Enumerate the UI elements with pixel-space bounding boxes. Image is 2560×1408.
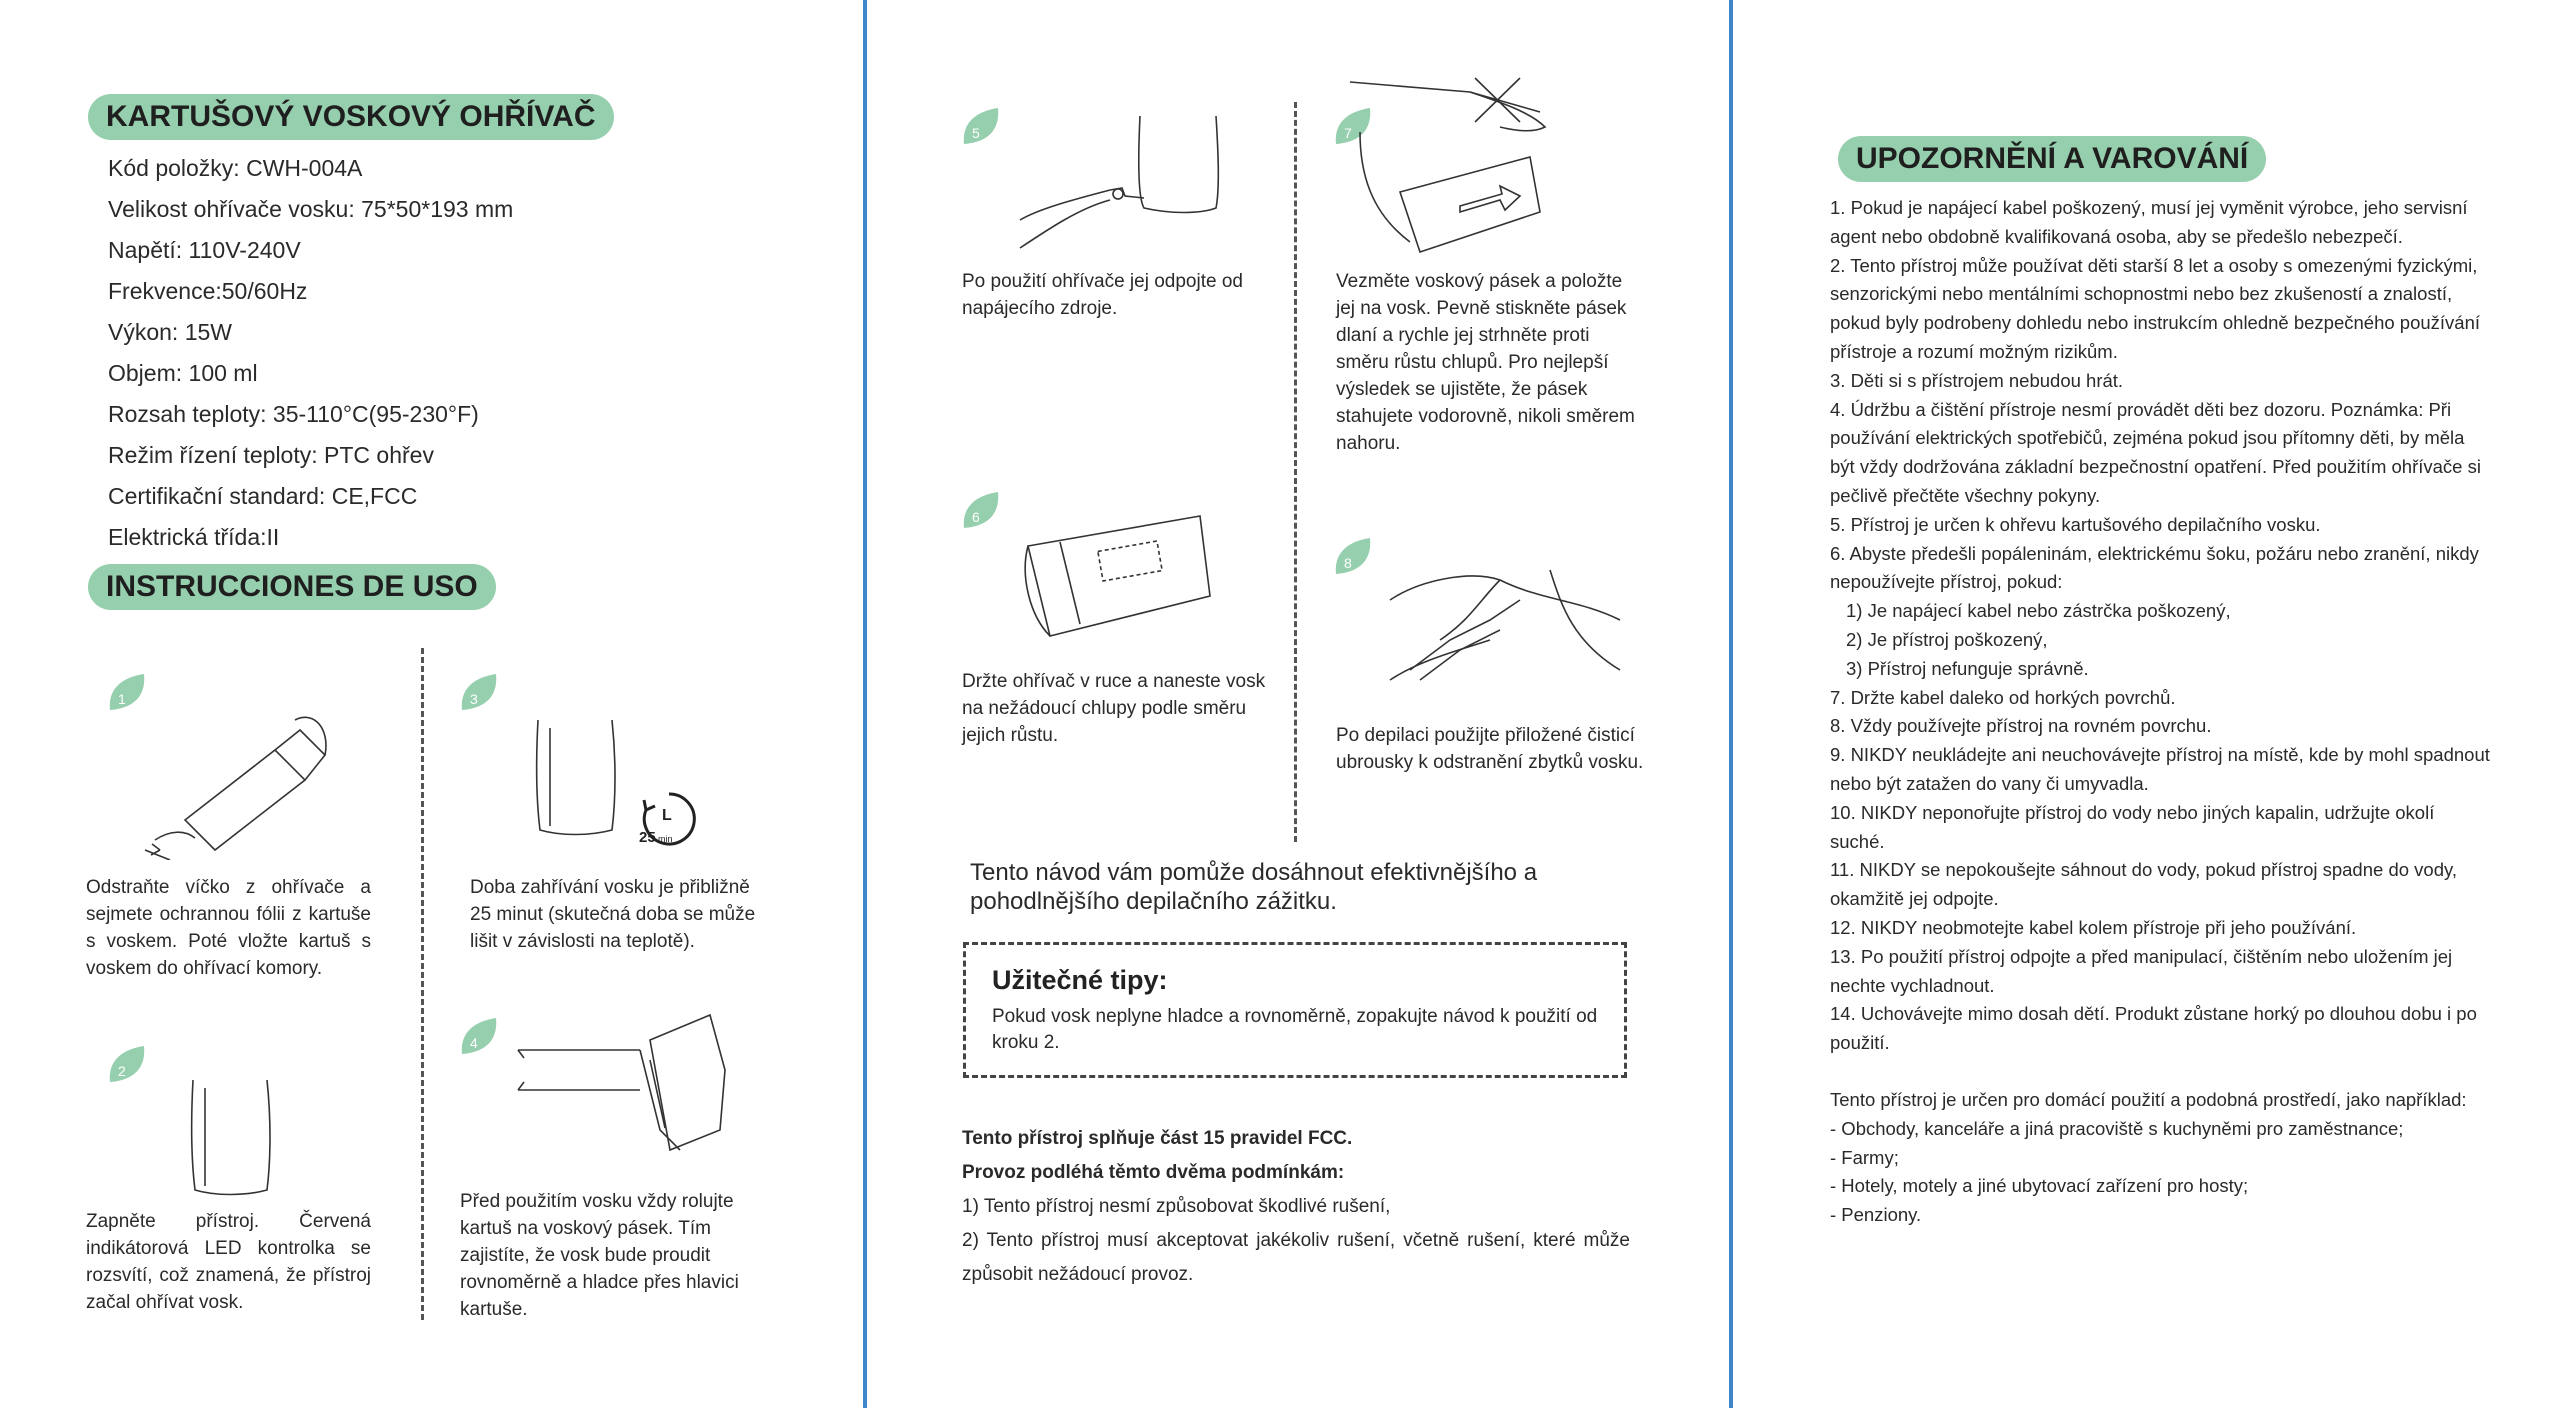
spec-item: Režim řízení teploty: PTC ohřev <box>108 442 434 468</box>
step7-text: Vezměte voskový pásek a položte jej na vosk. Pevně stiskněte pásek dlaní a rychle jej strhněte proti směru růstu chlupů. Pro nejlepší výsledek se ujistěte, že pásek stahujete vodorovně, nikoli směrem nahoru. <box>1336 271 1635 454</box>
warning-item: 11. NIKDY se nepokoušejte sáhnout do vody, pokud přístroj spadne do vody, okamžitě jej odpojte. <box>1830 859 2458 910</box>
step-number: 1 <box>118 691 126 707</box>
warning-item: 13. Po použití přístroj odpojte a před manipulací, čištěním nebo uložením jej nechte vychladnout. <box>1830 945 2453 996</box>
step-number: 3 <box>470 691 478 707</box>
warnings-list <box>1830 194 2490 1058</box>
leaf-icon <box>958 488 1004 534</box>
step7-illustration <box>1340 72 1565 262</box>
tips-box <box>963 942 1627 1078</box>
warnings-heading: UPOZORNĚNÍ A VAROVÁNÍ <box>1838 136 2266 182</box>
step8-illustration <box>1380 560 1640 690</box>
use-item: - Farmy; <box>1830 1146 1899 1168</box>
timer-unit: min <box>658 834 673 844</box>
warning-item: 8. Vždy používejte přístroj na rovném povrchu. <box>1830 715 2212 737</box>
warning-item: 4. Údržbu a čištění přístroje nesmí provádět děti bez dozoru. Poznámka: Při používání elektrických spotřebičů, zejména pokud jsou přítomny děti, by měla být vždy dodržována základní bezpečnostní opatření. Před použitím ohřívače si pečlivě přečtěte všechny pokyny. <box>1830 398 2481 506</box>
panel-divider-left <box>863 0 867 1408</box>
spec-item: Objem: 100 ml <box>108 360 258 386</box>
use-item: - Obchody, kanceláře a jiná pracoviště s kuchyněmi pro zaměstnance; <box>1830 1117 2404 1139</box>
warning-item: 5. Přístroj je určen k ohřevu kartušového depilačního vosku. <box>1830 513 2321 535</box>
use-intro: Tento přístroj je určen pro domácí použití a podobná prostředí, jako například: <box>1830 1089 2467 1110</box>
leaf-icon <box>456 1014 502 1060</box>
spec-item: Elektrická třída:II <box>108 524 280 550</box>
spec-item: Frekvence:50/60Hz <box>108 278 308 304</box>
step1-illustration <box>125 700 335 860</box>
timer-icon <box>636 786 702 852</box>
step6-text: Držte ohřívač v ruce a naneste vosk na nežádoucí chlupy podle směru jejich růstu. <box>962 671 1266 746</box>
use-item: - Penziony. <box>1830 1204 1922 1226</box>
warning-item: 12. NIKDY neobmotejte kabel kolem přístroje při jeho používání. <box>1830 916 2357 938</box>
spec-item: Výkon: 15W <box>108 319 232 345</box>
step-number: 2 <box>118 1063 126 1079</box>
warning-subitem: 3) Přístroj nefunguje správně. <box>1846 657 2089 679</box>
leaf-icon <box>456 670 502 716</box>
step4-illustration <box>510 1010 730 1160</box>
timer-value: 25 <box>639 829 656 846</box>
step-number: 8 <box>1344 555 1352 571</box>
step2-illustration <box>185 1078 275 1198</box>
fcc-item: 1) Tento přístroj nesmí způsobovat škodlivé rušení, <box>962 1196 1391 1217</box>
warning-subitem: 2) Je přístroj poškozený, <box>1846 628 2048 650</box>
leaf-icon <box>104 1042 150 1088</box>
fcc-title: Tento přístroj splňuje část 15 pravidel FCC. <box>962 1128 1353 1149</box>
step1-text: Odstraňte víčko z ohřívače a sejmete ochrannou fólii z kartuše s voskem. Poté vložte kartuš s voskem do ohřívací komory. <box>86 877 371 979</box>
step-number: 4 <box>470 1035 478 1051</box>
use-item: - Hotely, motely a jiné ubytovací zařízení pro hosty; <box>1830 1175 2249 1197</box>
step2-text: Zapněte přístroj. Červená indikátorová LED kontrolka se rozsvítí, což znamená, že přístroj začal ohřívat vosk. <box>86 1211 371 1313</box>
step-number: 6 <box>972 509 980 525</box>
tips-text: Pokud vosk neplyne hladce a rovnoměrně, zopakujte návod k použití od kroku 2. <box>992 1006 1598 1053</box>
leaf-icon <box>1330 534 1376 580</box>
warning-item: 14. Uchovávejte mimo dosah dětí. Produkt zůstane horký po dlouhou dobu i po použití. <box>1830 1003 2477 1054</box>
panel-divider-right <box>1729 0 1733 1408</box>
step3-illustration <box>530 718 620 838</box>
fcc-subtitle: Provoz podléhá těmto dvěma podmínkám: <box>962 1162 1345 1183</box>
timer-letter: L <box>662 807 672 824</box>
step8-text: Po depilaci použijte přiložené čisticí ubrousky k odstranění zbytků vosku. <box>1336 725 1644 773</box>
step-number: 7 <box>1344 125 1352 141</box>
warning-item: 7. Držte kabel daleko od horkých povrchů. <box>1830 686 2176 708</box>
step6-illustration <box>1020 496 1220 646</box>
step5-text: Po použití ohřívače jej odpojte od napájecího zdroje. <box>962 271 1243 319</box>
step-divider-middle <box>1294 102 1297 842</box>
warning-item: 3. Děti si s přístrojem nebudou hrát. <box>1830 369 2124 391</box>
spec-item: Velikost ohřívače vosku: 75*50*193 mm <box>108 196 514 222</box>
warning-item: 9. NIKDY neukládejte ani neuchovávejte přístroj na místě, kde by mohl spadnout nebo být zatažen do vany či umyvadla. <box>1830 744 2490 794</box>
product-heading: KARTUŠOVÝ VOSKOVÝ OHŘÍVAČ <box>88 94 614 140</box>
fcc-statement <box>962 1122 1630 1292</box>
warning-item: 6. Abyste předešli popáleninám, elektrickému šoku, požáru nebo zranění, nikdy nepoužívejte přístroj, pokud: <box>1830 542 2479 593</box>
intended-use <box>1830 1086 2490 1230</box>
spec-item: Kód položky: CWH-004A <box>108 155 363 181</box>
spec-item: Certifikační standard: CE,FCC <box>108 483 418 509</box>
step-divider-left <box>421 648 424 1320</box>
spec-item: Napětí: 110V-240V <box>108 237 301 263</box>
warning-item: 1. Pokud je napájecí kabel poškozený, musí jej vyměnit výrobce, jeho servisní agent nebo obdobně kvalifikovaná osoba, aby se předešlo nebezpečí. <box>1830 197 2468 247</box>
warning-item: 10. NIKDY neponořujte přístroj do vody nebo jiných kapalin, udržujte okolí suché. <box>1830 801 2435 852</box>
tips-title: Užitečné tipy: <box>992 965 1168 995</box>
warning-subitem: 1) Je napájecí kabel nebo zástrčka poškozený, <box>1846 600 2231 622</box>
warning-item: 2. Tento přístroj může používat děti starší 8 let a osoby s omezenými fyzickými, senzorickými nebo mentálními schopnostmi nebo bez zkušeností a znalostí, pokud byly podrobeny dohledu nebo instrukcím ohledně bezpečného používání přístroje a rozumí možným rizikům. <box>1830 254 2481 362</box>
fcc-item: 2) Tento přístroj musí akceptovat jakékoliv rušení, včetně rušení, které může způsobit nežádoucí provoz. <box>962 1230 1630 1285</box>
step-number: 5 <box>972 125 980 141</box>
spec-item: Rozsah teploty: 35-110°C(95-230°F) <box>108 401 479 427</box>
step5-illustration <box>1010 108 1240 258</box>
step3-text: Doba zahřívání vosku je přibližně 25 minut (skutečná doba se může lišit v závislosti na teplotě). <box>470 877 756 952</box>
step4-text: Před použitím vosku vždy rolujte kartuš na voskový pásek. Tím zajistíte, že vosk bude proudit rovnoměrně a hladce přes hlavici kartuše. <box>460 1191 739 1320</box>
intro-text: Tento návod vám pomůže dosáhnout efektivnějšího a pohodlnějšího depilačního zážitku. <box>970 859 1538 915</box>
usage-heading: INSTRUCCIONES DE USO <box>88 564 496 610</box>
leaf-icon <box>958 104 1004 150</box>
